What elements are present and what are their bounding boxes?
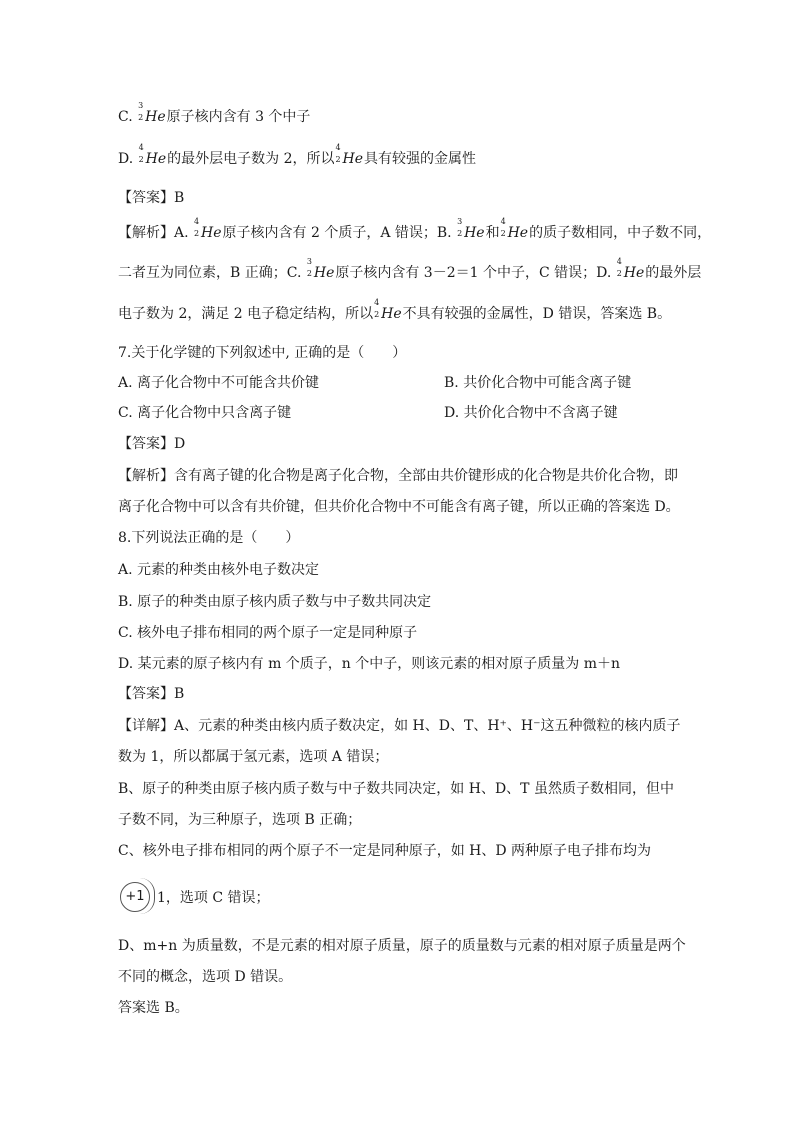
answer-q7: 【答案】D (118, 436, 186, 452)
question-8-stem: 8.下列说法正确的是（ ） (118, 530, 300, 546)
detail-q8-line2: 数为 1，所以都属于氢元素，选项 A 错误； (118, 749, 389, 765)
answer-q8: 【答案】B (118, 686, 185, 702)
option-c-q6: C. 3 2 He原子核内含有 3 个中子 (118, 101, 311, 125)
option-b-q7: B. 共价化合物中可能含离子键 (444, 375, 632, 391)
analysis-q6-line1: 【解析】A. 4 2 He原子核内含有 2 个质子，A 错误；B. 3 2 He和 4 2 He的质子数相同，中子数不同， (118, 217, 712, 241)
helium-3-isotope: 3 2 He (138, 101, 166, 125)
question-7-stem: 7.关于化学键的下列叙述中, 正确的是（ ） (118, 345, 407, 361)
analysis-q6-line2: 二者互为同位素，B 正确；C. 3 2 He原子核内含有 3－2＝1 个中子，C 错误；D. 4 2 He的最外层 (118, 257, 702, 281)
analysis-q7-line2: 离子化合物中可以含有共价键，但共价化合物中不可能含有离子键，所以正确的答案选 D。 (118, 499, 680, 515)
detail-q8-line3: B、原子的种类由原子核内质子数与中子数共同决定，如 H、D、T 虽然质子数相同，但中 (118, 781, 674, 797)
nucleus-circle: +1 (120, 882, 150, 912)
final-answer-q8: 答案选 B。 (118, 1000, 189, 1016)
option-d-q8: D. 某元素的原子核内有 m 个质子，n 个中子，则该元素的相对原子质量为 m＋n (118, 656, 621, 672)
detail-q8-line6: D、m+n 为质量数，不是元素的相对原子质量，原子的质量数与元素的相对原子质量是两个 (118, 938, 686, 954)
helium-3-isotope: 3 2 He (306, 257, 335, 281)
option-a-q7: A. 离子化合物中不可能含共价键 (118, 375, 320, 391)
electron-shell-arc (140, 878, 155, 914)
option-a-q8: A. 元素的种类由核外电子数决定 (118, 562, 320, 578)
detail-q8-line7: 不同的概念，选项 D 错误。 (118, 969, 293, 985)
helium-4-isotope: 4 2 He (616, 257, 645, 281)
option-b-q8: B. 原子的种类由原子核内质子数与中子数共同决定 (118, 594, 432, 610)
helium-4-isotope: 4 2 He (138, 143, 167, 167)
analysis-q6-line3: 电子数为 2，满足 2 电子稳定结构，所以 4 2 He不具有较强的金属性，D 错误，答案选 B。 (118, 298, 672, 322)
diagram-caption: 1，选项 C 错误； (157, 890, 270, 906)
hydrogen-atom-structure-diagram (120, 878, 154, 912)
detail-q8-line4: 子数不同，为三种原子，选项 B 正确； (118, 812, 362, 828)
option-c-q8: C. 核外电子排布相同的两个原子一定是同种原子 (118, 625, 418, 641)
helium-4-isotope: 4 2 He (500, 217, 529, 241)
helium-3-isotope: 3 2 He (457, 217, 485, 241)
detail-q8-line5: C、核外电子排布相同的两个原子不一定是同种原子，如 H、D 两种原子电子排布均为 (118, 843, 652, 859)
helium-4-isotope: 4 2 He (374, 298, 402, 322)
option-d-q6: D. 4 2 He的最外层电子数为 2，所以 4 2 He具有较强的金属性 (118, 143, 476, 167)
electron-count: 1 (157, 890, 166, 906)
analysis-q7-line1: 【解析】含有离子键的化合物是离子化合物，全部由共价键形成的化合物是共价化合物，即 (118, 468, 678, 484)
helium-4-isotope: 4 2 He (194, 217, 222, 241)
option-c-q7: C. 离子化合物中只含离子键 (118, 405, 292, 421)
option-d-q7: D. 共价化合物中不含离子键 (444, 405, 618, 421)
detail-q8-line1: 【详解】A、元素的种类由核内质子数决定，如 H、D、T、H⁺、H⁻这五种微粒的核内质子 (118, 718, 681, 734)
answer-q6: 【答案】B (118, 190, 185, 206)
helium-4-isotope: 4 2 He (335, 143, 363, 167)
